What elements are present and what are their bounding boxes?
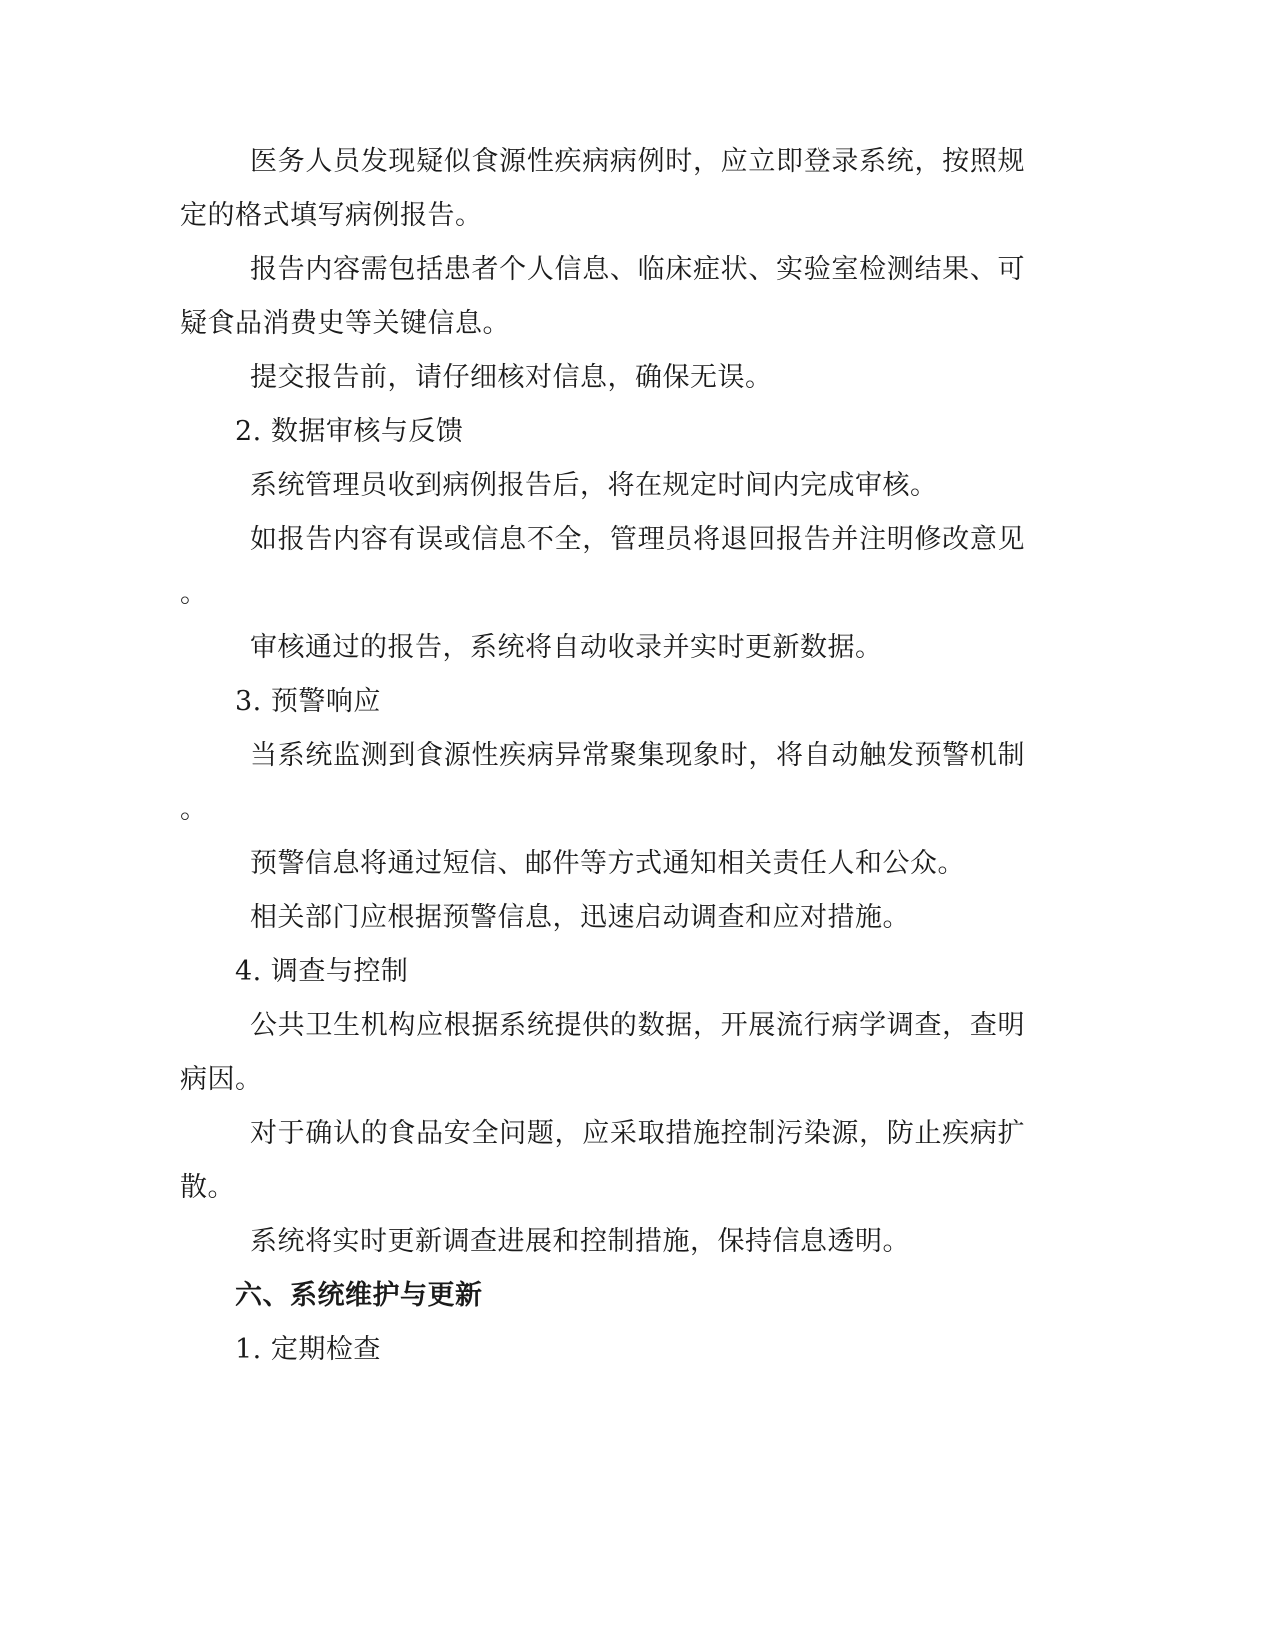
paragraph-line: 系统管理员收到病例报告后，将在规定时间内完成审核。 bbox=[250, 470, 938, 501]
paragraph-line: 系统将实时更新调查进展和控制措施，保持信息透明。 bbox=[250, 1226, 910, 1257]
paragraph-line: 审核通过的报告，系统将自动收录并实时更新数据。 bbox=[250, 632, 883, 663]
section-heading: 4. 调查与控制 bbox=[235, 956, 409, 987]
paragraph-line: 病因。 bbox=[180, 1064, 263, 1095]
paragraph-line: 当系统监测到食源性疾病异常聚集现象时，将自动触发预警机制 bbox=[250, 740, 1025, 771]
section-heading: 2. 数据审核与反馈 bbox=[235, 416, 464, 447]
paragraph-line: 如报告内容有误或信息不全，管理员将退回报告并注明修改意见 bbox=[250, 524, 1025, 555]
paragraph-line: 对于确认的食品安全问题，应采取措施控制污染源，防止疾病扩 bbox=[250, 1118, 1025, 1149]
chapter-heading: 六、系统维护与更新 bbox=[235, 1280, 483, 1311]
paragraph-line: 报告内容需包括患者个人信息、临床症状、实验室检测结果、可 bbox=[250, 254, 1025, 285]
paragraph-line: 疑食品消费史等关键信息。 bbox=[180, 308, 510, 339]
paragraph-line: 公共卫生机构应根据系统提供的数据，开展流行病学调查，查明 bbox=[250, 1010, 1025, 1041]
paragraph-line: 定的格式填写病例报告。 bbox=[180, 200, 483, 231]
paragraph-line: 提交报告前，请仔细核对信息，确保无误。 bbox=[250, 362, 773, 393]
paragraph-line: 相关部门应根据预警信息，迅速启动调查和应对措施。 bbox=[250, 902, 910, 933]
paragraph-line: 。 bbox=[180, 578, 208, 609]
section-heading: 3. 预警响应 bbox=[235, 686, 381, 717]
section-heading: 1. 定期检查 bbox=[235, 1334, 381, 1365]
paragraph-line: 散。 bbox=[180, 1172, 235, 1203]
paragraph-line: 预警信息将通过短信、邮件等方式通知相关责任人和公众。 bbox=[250, 848, 965, 879]
paragraph-line: 医务人员发现疑似食源性疾病病例时，应立即登录系统，按照规 bbox=[250, 146, 1025, 177]
paragraph-line: 。 bbox=[180, 794, 208, 825]
